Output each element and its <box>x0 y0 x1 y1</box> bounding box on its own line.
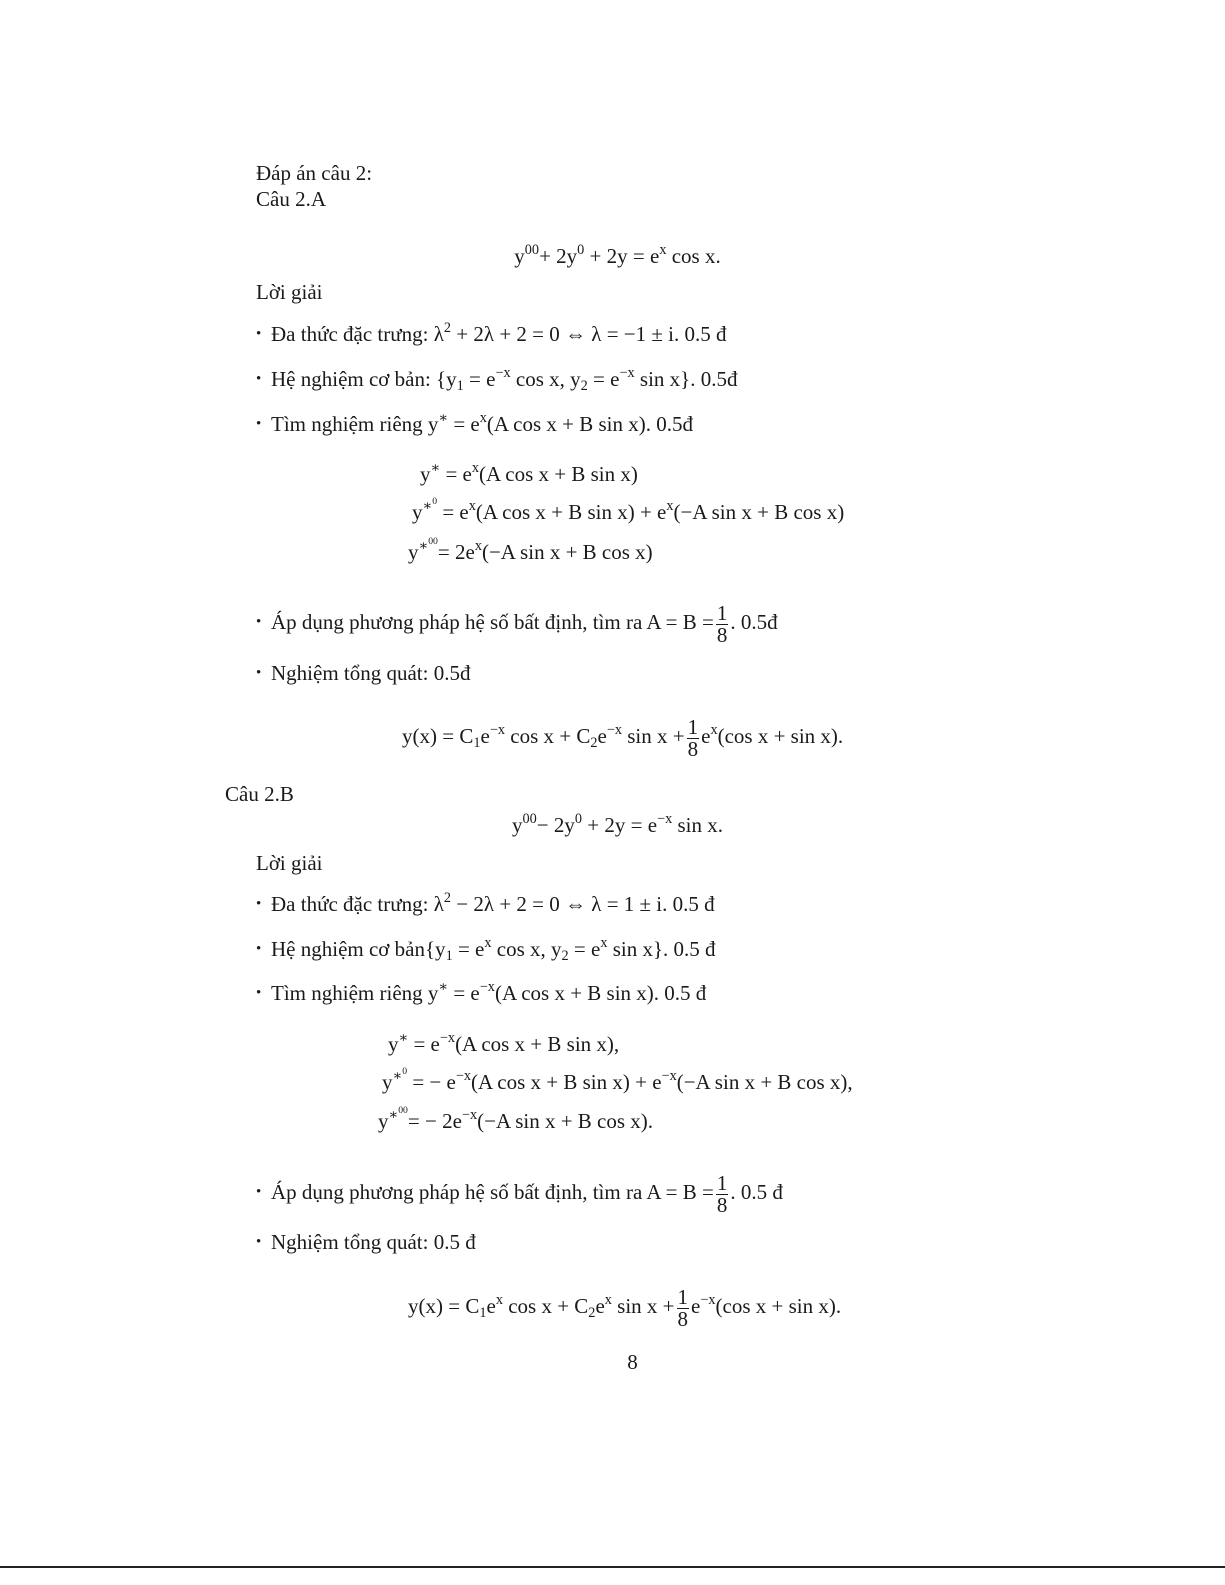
part-a-particular: Tìm nghiệm riêng $y^∗ = e^x(A$ cos x + B sin x). 0.5đ <box>271 410 693 436</box>
part-b-coefficients: Áp dụng phương pháp hệ số bất định, tìm ra A = B = $\frac{1}{8}$ . 0.5 đ <box>271 1170 783 1217</box>
part-a-solution-label: Lời giải <box>256 280 323 304</box>
part-b-particular: Tìm nghiệm riêng $y^∗ = e^{-x}(A$ cos x + B sin x). 0.5 đ <box>271 979 707 1005</box>
part-a-coefficients: Áp dụng phương pháp hệ số bất định, tìm ra A = B = $\frac{1}{8}$ . 0.5đ <box>271 600 778 647</box>
part-b-general-solution: $y(x) = C_1e^x$ $\cos x + C_2e^x$ sin x + $\frac{1}{8}$ $e^{-x}(\cos$ x + sin x). <box>408 1284 842 1331</box>
part-b-solution-label: Lời giải <box>256 851 323 875</box>
part-a-equation: $y^{00}+ 2y^0 + 2y = e^x$ cos x. <box>514 242 721 268</box>
part-b-deriv-1: $y^{∗^0}$ = − $e^{-x}(A$ cos x + B $\sin x) + e^{-x}(-A$ sin x + B cos x), <box>382 1066 853 1094</box>
fraction-one-eighth: $\frac{1}{8}$ <box>677 1284 689 1331</box>
part-b-general-label: Nghiệm tổng quát: 0.5 đ <box>271 1230 476 1254</box>
part-b-fundamental: Hệ nghiệm cơ $bản\{y_1 = e^x$ cos x, $y_2 = e^x$ sin x}. 0.5 đ <box>271 935 716 964</box>
bullet-icon: • <box>256 985 262 1001</box>
part-a-deriv-0: $y^∗ = e^x(A$ cos x + B sin x) <box>420 460 638 486</box>
part-b-deriv-2: $y^{∗^{00}}= - 2e^{-x}(-A$ sin x + B cos x). <box>378 1105 654 1133</box>
bullet-icon: • <box>256 371 262 387</box>
part-b-deriv-0: $y^∗ = e^{-x}(A$ cos x + B sin x), <box>388 1030 620 1056</box>
part-a-label: Câu 2.A <box>256 187 326 211</box>
bullet-icon: • <box>256 326 262 342</box>
part-a-general-solution: $y(x) = C_1e^{-x}$ $\cos x + C_2e^{-x}$ sin x + $\frac{1}{8}$ $e^x(\cos$ x + sin x). <box>402 714 844 761</box>
bullet-icon: • <box>256 1184 262 1200</box>
bullet-icon: • <box>256 896 262 912</box>
page-number: 8 <box>627 1350 638 1374</box>
bullet-icon: • <box>256 614 262 630</box>
part-a-deriv-2: $y^{∗^{00}}= 2e^x(-A$ sin x + B cos x) <box>408 536 653 564</box>
bottom-border <box>0 1566 1225 1568</box>
part-a-deriv-1: $y^{∗^0} = e^x(A$ cos x + B $\sin x) + e^x(-A$ sin x + B cos x) <box>412 496 845 524</box>
fraction-one-eighth: $\frac{1}{8}$ <box>716 600 728 647</box>
part-a-general-label: Nghiệm tổng quát: 0.5đ <box>271 661 471 685</box>
part-a-fundamental: Hệ nghiệm cơ bản: {$y_1 = e^{-x}$ cos x, $y_2 = e^{-x}$ sin x}. 0.5đ <box>271 365 738 394</box>
part-a-characteristic: Đa thức đặc trưng: $\lambda^2 + 2\lambda + 2 = 0$ ⇔ λ = −1 ± i. 0.5 đ <box>271 320 727 346</box>
fraction-one-eighth: $\frac{1}{8}$ <box>716 1170 728 1217</box>
part-b-equation: $y^{00}- 2y^0 + 2y = e^{-x}$ sin x. <box>512 811 723 837</box>
fraction-one-eighth: $\frac{1}{8}$ <box>687 714 699 761</box>
bullet-icon: • <box>256 416 262 432</box>
part-b-characteristic: Đa thức đặc trưng: $\lambda^2 - 2\lambda + 2 = 0$ ⇔ λ = 1 ± i. 0.5 đ <box>271 890 715 916</box>
answer-heading: Đáp án câu 2: <box>256 161 373 185</box>
bullet-icon: • <box>256 1234 262 1250</box>
part-b-label: Câu 2.B <box>225 782 294 806</box>
bullet-icon: • <box>256 941 262 957</box>
bullet-icon: • <box>256 665 262 681</box>
